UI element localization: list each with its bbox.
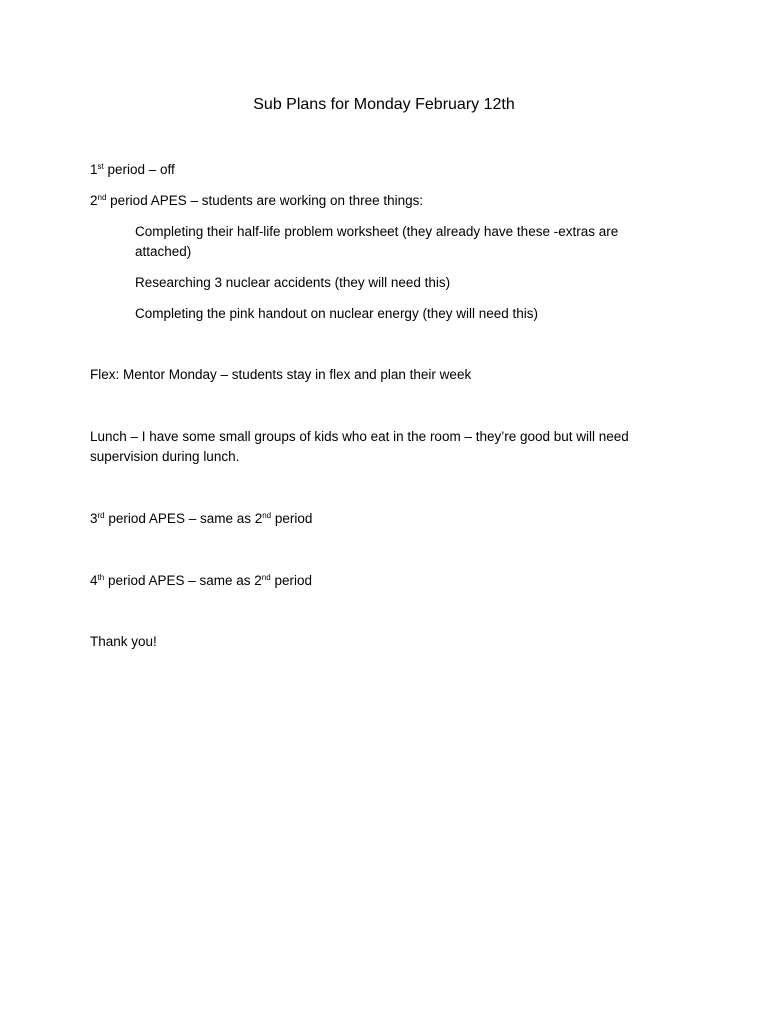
- period-1-line: [90, 160, 670, 180]
- period-3-tail: period: [271, 511, 313, 526]
- document-title: Sub Plans for Monday February 12th: [253, 96, 515, 113]
- period-3-text: period APES – same as 2: [104, 511, 263, 526]
- period-2-suffix: nd: [97, 193, 107, 202]
- task-item-worksheet: Completing their half-life problem worksheet (they already have these -extras are attached): [135, 224, 619, 259]
- period-4-ref-suffix: nd: [261, 573, 271, 582]
- closing-line: Thank you!: [90, 634, 157, 649]
- period-2-line: [90, 191, 670, 211]
- task-item-research: Researching 3 nuclear accidents (they will need this): [135, 275, 451, 290]
- period-3-suffix: rd: [97, 511, 105, 520]
- period-4-tail: period: [270, 573, 312, 588]
- period-3-ref-suffix: nd: [262, 511, 272, 520]
- period-4-suffix: th: [97, 573, 105, 582]
- lunch-line: Lunch – I have some small groups of kids who eat in the room – they’re good but will need supervision during lunch.: [90, 429, 629, 464]
- period-1-suffix: st: [97, 162, 104, 171]
- period-2-number: 2: [90, 193, 98, 208]
- period-3-line: [90, 509, 670, 529]
- flex-line: Flex: Mentor Monday – students stay in flex and plan their week: [90, 367, 472, 382]
- period-4-number: 4: [90, 573, 98, 588]
- period-1-text: period – off: [103, 162, 175, 177]
- period-4-line: [90, 571, 670, 591]
- period-2-text: period APES – students are working on three things:: [106, 193, 424, 208]
- period-4-text: period APES – same as 2: [104, 573, 262, 588]
- period-1-number: 1: [90, 162, 98, 177]
- task-item-handout: Completing the pink handout on nuclear energy (they will need this): [135, 306, 538, 321]
- period-3-number: 3: [90, 511, 98, 526]
